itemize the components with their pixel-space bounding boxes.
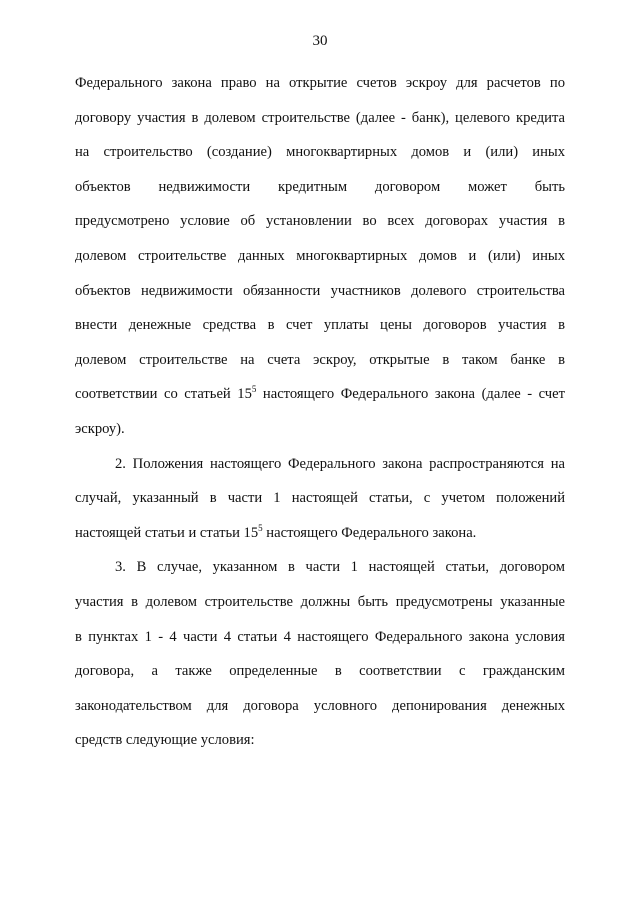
document-body bbox=[75, 66, 565, 758]
page-number: 30 bbox=[312, 33, 328, 49]
text-line: предусмотрено условие об установлении во всех договорах участия в bbox=[75, 213, 565, 230]
text-fragment: настоящего Федерального закона (далее - счет bbox=[256, 386, 565, 403]
text-line: долевом строительстве на счета эскроу, открытые в таком банке в bbox=[75, 351, 565, 368]
text-line: законодательством для договора условного депонирования денежных bbox=[75, 697, 565, 714]
text-line: долевом строительстве данных многоквартирных домов и (или) иных bbox=[75, 247, 565, 264]
text-fragment: соответствии со статьей 15 bbox=[75, 386, 252, 403]
text-line: договору участия в долевом строительстве (далее - банк), целевого кредита bbox=[75, 109, 565, 126]
text-line: в пунктах 1 - 4 части 4 статьи 4 настоящего Федерального закона условия bbox=[75, 628, 565, 645]
superscript: 5 bbox=[258, 522, 263, 533]
text-line: на строительство (создание) многоквартирных домов и (или) иных bbox=[75, 144, 565, 161]
paragraph-3 bbox=[75, 550, 565, 758]
text-line bbox=[75, 516, 565, 551]
text-line: 3. В случае, указанном в части 1 настоящей статьи, договором bbox=[115, 559, 565, 576]
paragraph-2 bbox=[75, 447, 565, 551]
text-line: объектов недвижимости кредитным договором может быть bbox=[75, 178, 565, 195]
text-fragment: настоящей статьи и статьи 15 bbox=[75, 524, 259, 541]
text-line: участия в долевом строительстве должны быть предусмотрены указанные bbox=[75, 593, 565, 610]
text-fragment: настоящего Федерального закона. bbox=[262, 524, 477, 541]
text-line: эскроу). bbox=[75, 420, 125, 437]
text-line: средств следующие условия: bbox=[75, 732, 255, 749]
text-line bbox=[75, 377, 565, 412]
text-line: случай, указанный в части 1 настоящей статьи, с учетом положений bbox=[75, 490, 565, 507]
superscript: 5 bbox=[251, 384, 257, 395]
text-line: объектов недвижимости обязанности участников долевого строительства bbox=[75, 282, 565, 299]
text-line: 2. Положения настоящего Федерального закона распространяются на bbox=[115, 455, 565, 472]
text-line: Федерального закона право на открытие счетов эскроу для расчетов по bbox=[75, 75, 565, 91]
text-line: договора, а также определенные в соответствии с гражданским bbox=[75, 663, 565, 680]
paragraph-1 bbox=[75, 66, 565, 447]
text-line: внести денежные средства в счет уплаты цены договоров участия в bbox=[75, 317, 565, 334]
